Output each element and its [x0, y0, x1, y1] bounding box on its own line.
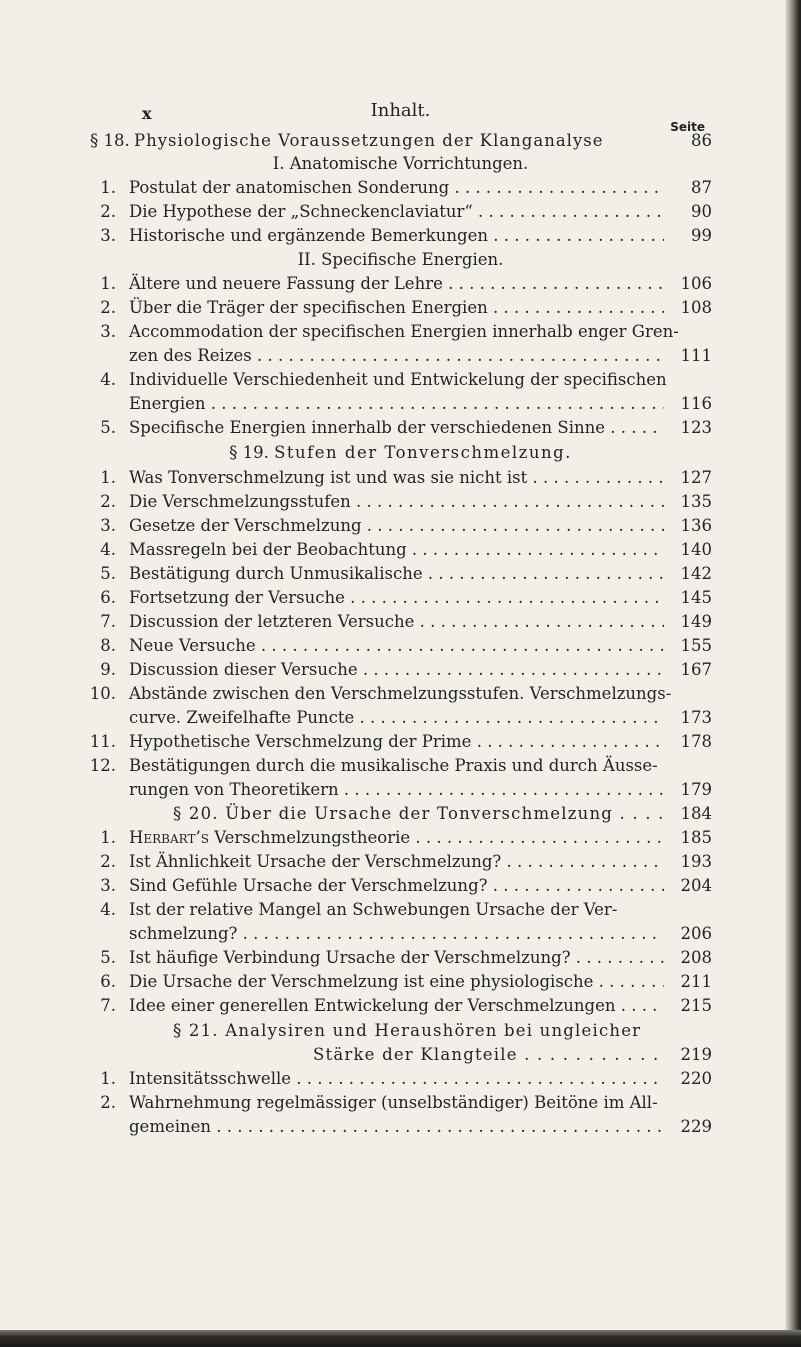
- entry-text: [129, 826, 664, 850]
- section-label: § 20.: [173, 804, 219, 823]
- toc-entry: [90, 874, 712, 898]
- section-18-heading: [90, 129, 712, 153]
- entry-text: Neue Versuche . . .: [129, 634, 664, 658]
- entry-text: gemeinen . . .: [129, 1115, 664, 1139]
- entry-number: 6.: [100, 972, 116, 991]
- entry-number: 1.: [100, 178, 116, 197]
- toc-entry: [90, 658, 712, 682]
- page-number: 219: [680, 1045, 712, 1064]
- entry-number: 4.: [100, 900, 116, 919]
- page-folio: x: [142, 104, 152, 123]
- entry-text: Postulat der anatomischen Sonderung . . .: [129, 176, 664, 200]
- entry-text: Die Ursache der Verschmelzung ist eine physiologische . . .: [129, 970, 664, 994]
- page-number: 178: [680, 732, 712, 751]
- entry-text: rungen von Theoretikern . . .: [129, 778, 664, 802]
- entry-text: Gesetze der Verschmelzung . . .: [129, 514, 664, 538]
- entry-text-line1: Individuelle Verschiedenheit und Entwickelung der specifischen: [129, 370, 667, 389]
- entry-number: 10.: [89, 684, 116, 703]
- page-number: 149: [680, 612, 712, 631]
- toc-entry: [90, 272, 712, 296]
- entry-text: Fortsetzung der Versuche . . .: [129, 586, 664, 610]
- entry-number: 2.: [100, 852, 116, 871]
- page-number: 99: [691, 226, 712, 245]
- entry-number: 1.: [100, 274, 116, 293]
- page-number: 136: [680, 516, 712, 535]
- section-title-line2: Stärke der Klangteile . . .: [313, 1043, 664, 1067]
- entry-number: 5.: [100, 418, 116, 437]
- toc-entry: [90, 754, 712, 778]
- entry-text: Intensitätsschwelle . . .: [129, 1067, 664, 1091]
- entry-text: Ältere und neuere Fassung der Lehre . . .: [129, 272, 664, 296]
- scan-bottom-edge: [0, 1330, 801, 1347]
- page-number: 145: [680, 588, 712, 607]
- entry-text: Ist häufige Verbindung Ursache der Verschmelzung? . . .: [129, 946, 664, 970]
- entry-text: Massregeln bei der Beobachtung . . .: [129, 538, 664, 562]
- subheading-anatomische-vorrichtungen: I. Anatomische Vorrichtungen.: [272, 154, 529, 173]
- page-number: 184: [680, 804, 712, 823]
- toc-entry: [90, 586, 712, 610]
- page-number: 229: [680, 1117, 712, 1136]
- toc-entry: [90, 610, 712, 634]
- page-number: 204: [680, 876, 712, 895]
- entry-text: Discussion der letzteren Versuche . . .: [129, 610, 664, 634]
- entry-number: 4.: [100, 370, 116, 389]
- entry-number: 2.: [100, 492, 116, 511]
- entry-text: Specifische Energien innerhalb der verschiedenen Sinne . . .: [129, 416, 664, 440]
- toc-entry-continuation: [90, 392, 712, 416]
- page-number: 127: [680, 468, 712, 487]
- entry-number: 2.: [100, 1093, 116, 1112]
- toc-entry-continuation: [90, 778, 712, 802]
- toc-entry: [90, 538, 712, 562]
- section-title: Physiologische Voraussetzungen der Klanganalyse: [134, 131, 604, 150]
- toc-entry: [90, 200, 712, 224]
- toc-entry-continuation: [90, 344, 712, 368]
- entry-number: 5.: [100, 564, 116, 583]
- section-21-heading: [90, 1019, 712, 1043]
- entry-number: 3.: [100, 516, 116, 535]
- entry-text: Über die Träger der specifischen Energien . . .: [129, 296, 664, 320]
- entry-text: Bestätigung durch Unmusikalische . . .: [129, 562, 664, 586]
- entry-text: Ist Ähnlichkeit Ursache der Verschmelzung? . . .: [129, 850, 664, 874]
- page-number: 135: [680, 492, 712, 511]
- entry-number: 5.: [100, 948, 116, 967]
- entry-text: Hypothetische Verschmelzung der Prime . . .: [129, 730, 664, 754]
- toc-entry: [90, 296, 712, 320]
- page-number: 108: [680, 298, 712, 317]
- toc-entry: [90, 490, 712, 514]
- toc-entry: [90, 634, 712, 658]
- page-edge-shadow: [785, 0, 801, 1347]
- toc-entry-continuation: [90, 706, 712, 730]
- entry-number: 1.: [100, 1069, 116, 1088]
- entry-number: 1.: [100, 468, 116, 487]
- entry-text: Sind Gefühle Ursache der Verschmelzung? . . .: [129, 874, 664, 898]
- entry-number: 8.: [100, 636, 116, 655]
- entry-text: curve. Zweifelhafte Puncte . . .: [129, 706, 664, 730]
- page-number: 206: [680, 924, 712, 943]
- toc-entry: [90, 368, 712, 392]
- page-number: 123: [680, 418, 712, 437]
- entry-number: 11.: [89, 732, 116, 751]
- toc-entry: [90, 730, 712, 754]
- entry-number: 7.: [100, 612, 116, 631]
- page-number: 106: [680, 274, 712, 293]
- page-number: 142: [680, 564, 712, 583]
- toc-entry-continuation: [90, 922, 712, 946]
- page-number: 215: [680, 996, 712, 1015]
- page-number: 155: [680, 636, 712, 655]
- section-label: § 19.: [229, 443, 269, 462]
- page-number: 193: [680, 852, 712, 871]
- page-column-header: Seite: [670, 120, 705, 134]
- entry-text: Was Tonverschmelzung ist und was sie nicht ist . . .: [129, 466, 664, 490]
- entry-text: Discussion dieser Versuche . . .: [129, 658, 664, 682]
- entry-text: Die Hypothese der „Schneckenclaviatur“ . . .: [129, 200, 664, 224]
- toc-entry: [90, 466, 712, 490]
- entry-text-line1: Abstände zwischen den Verschmelzungsstufen. Verschmelzungs-: [129, 684, 672, 703]
- entry-text: schmelzung? . . .: [129, 922, 664, 946]
- page-number: 185: [680, 828, 712, 847]
- entry-number: 7.: [100, 996, 116, 1015]
- page-number: 208: [680, 948, 712, 967]
- entry-number: 3.: [100, 226, 116, 245]
- toc-entry: [90, 850, 712, 874]
- toc-entry: [90, 946, 712, 970]
- running-head: Inhalt.: [370, 100, 431, 121]
- page-number: 116: [680, 394, 712, 413]
- entry-text-rest: Verschmelzungstheorie: [208, 828, 411, 847]
- entry-number: 3.: [100, 322, 116, 341]
- section-20-heading: [90, 802, 712, 826]
- entry-text: Die Verschmelzungsstufen . . .: [129, 490, 664, 514]
- toc-entry: [90, 994, 712, 1018]
- toc-entry: [90, 562, 712, 586]
- page-number: 220: [680, 1069, 712, 1088]
- entry-text: Idee einer generellen Entwickelung der Verschmelzungen . . .: [129, 994, 664, 1018]
- toc-entry: [90, 416, 712, 440]
- entry-number: 2.: [100, 202, 116, 221]
- section-title-line1: Analysiren und Heraushören bei ungleicher: [225, 1021, 642, 1040]
- author-name: Herbart’s: [129, 828, 209, 847]
- entry-number: 9.: [100, 660, 116, 679]
- entry-number: 6.: [100, 588, 116, 607]
- toc-entry: [90, 898, 712, 922]
- toc-entry: [90, 176, 712, 200]
- toc-entry: [90, 970, 712, 994]
- page-number: 167: [680, 660, 712, 679]
- entry-number: 4.: [100, 540, 116, 559]
- section-title: Über die Ursache der Tonverschmelzung: [225, 804, 614, 823]
- entry-text-line1: Wahrnehmung regelmässiger (unselbständiger) Beitöne im All-: [129, 1093, 658, 1112]
- page-number: 179: [680, 780, 712, 799]
- section-heading-line1: [173, 1019, 641, 1043]
- page-number: 111: [680, 346, 712, 365]
- page-number: 90: [691, 202, 712, 221]
- entry-text: zen des Reizes . . .: [129, 344, 664, 368]
- entry-number: 12.: [89, 756, 116, 775]
- toc-entry: [90, 1091, 712, 1115]
- subheading-specifische-energien: II. Specifische Energien.: [297, 250, 504, 269]
- page-number: 173: [680, 708, 712, 727]
- section-label: § 21.: [173, 1021, 219, 1040]
- toc-entry: [90, 1067, 712, 1091]
- toc-entry: [90, 682, 712, 706]
- page-number: 86: [691, 131, 712, 150]
- page-number: 140: [680, 540, 712, 559]
- section-19-heading: [0, 441, 801, 465]
- entry-number: 3.: [100, 876, 116, 895]
- section-heading-text: [173, 802, 664, 826]
- entry-text: Energien . . .: [129, 392, 664, 416]
- toc-entry: [90, 320, 712, 344]
- entry-text-line1: Ist der relative Mangel an Schwebungen Ursache der Ver-: [129, 900, 618, 919]
- page-number: 211: [680, 972, 712, 991]
- entry-number: 1.: [100, 828, 116, 847]
- toc-entry-continuation: [90, 1115, 712, 1139]
- page-number: 87: [691, 178, 712, 197]
- entry-text-line1: Accommodation der specifischen Energien innerhalb enger Gren-: [129, 322, 679, 341]
- section-21-heading-continuation: [90, 1043, 712, 1067]
- entry-text: Historische und ergänzende Bemerkungen . . .: [129, 224, 664, 248]
- toc-entry: [90, 224, 712, 248]
- toc-entry: [90, 514, 712, 538]
- section-title: Stufen der Tonverschmelzung.: [274, 443, 572, 462]
- entry-number: 2.: [100, 298, 116, 317]
- toc-entry: [90, 826, 712, 850]
- entry-text-line1: Bestätigungen durch die musikalische Praxis und durch Äusse-: [129, 756, 658, 775]
- section-label: § 18.: [90, 131, 130, 150]
